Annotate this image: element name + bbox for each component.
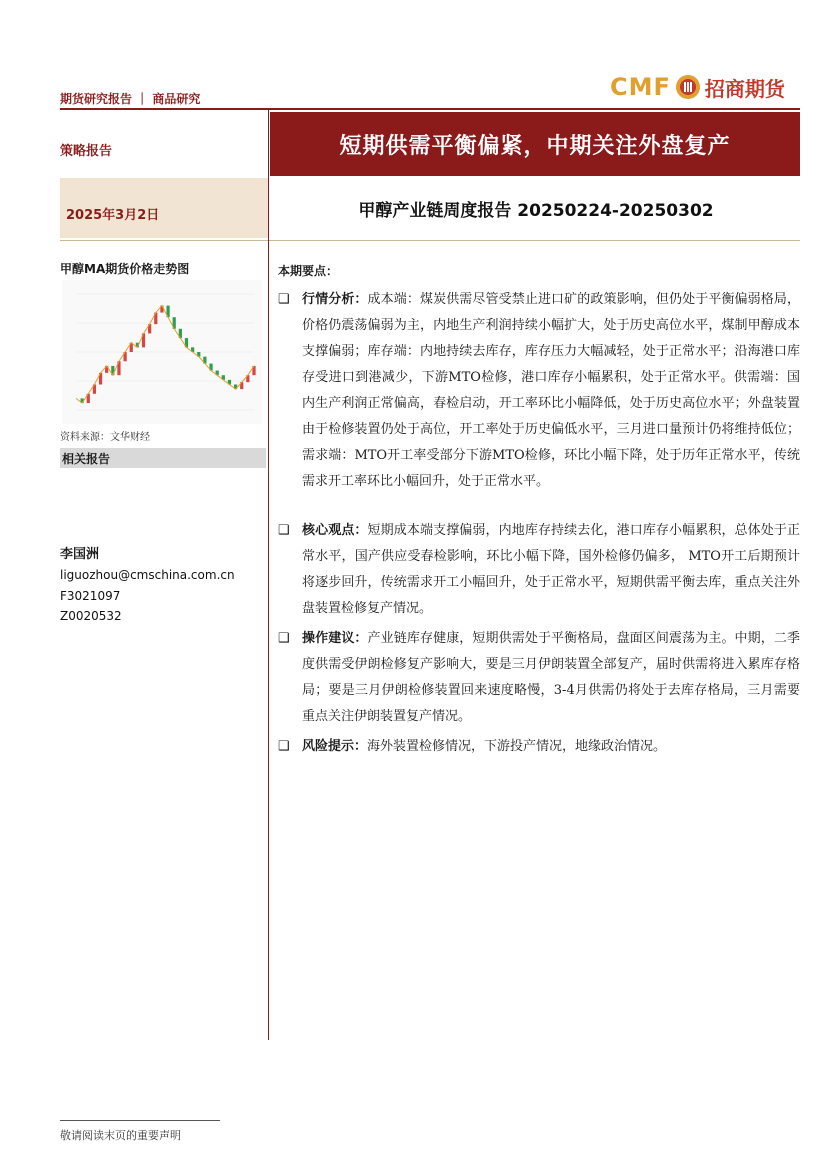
section-label: 行情分析：	[302, 292, 368, 307]
section-body	[302, 734, 800, 760]
section-text: 产业链库存健康，短期供需处于平衡格局，盘面区间震荡为主。中期，二季度供需受伊朗检修复产影响大，要是三月伊朗装置全部复产，届时供需将进入累库存格局；要是三月伊朗检修装置回来速度略慢，3-4月供需仍将处于去库存格局，三月需要重点关注伊朗装置复产情况。	[302, 631, 800, 724]
author-email: liguozhou@cmschina.com.cn	[60, 568, 235, 582]
price-chart	[62, 280, 262, 424]
checkbox-bullet-icon: ❑	[278, 523, 290, 538]
section-label: 风险提示：	[302, 739, 368, 754]
report-title: 短期供需平衡偏紧，中期关注外盘复产	[270, 112, 800, 176]
header-rule	[60, 108, 800, 110]
section-text: 海外装置检修情况，下游投产情况，地缘政治情况。	[367, 739, 667, 754]
report-subtitle: 甲醇产业链周度报告 20250224-20250302	[358, 200, 714, 221]
subtitle-rule	[60, 240, 800, 241]
section-body	[302, 518, 800, 622]
footer-rule	[60, 1120, 220, 1121]
chart-title: 甲醇MA期货价格走势图	[60, 262, 190, 276]
company-logo	[610, 70, 785, 104]
section-label: 操作建议：	[302, 631, 368, 646]
logo-latin: CMF	[610, 73, 671, 101]
author-name: 李国洲	[60, 547, 100, 562]
section-market-analysis	[278, 287, 800, 495]
footer-disclaimer: 敬请阅读末页的重要声明	[60, 1129, 181, 1142]
license-number-1: F3021097	[60, 589, 121, 603]
report-category: 期货研究报告 ｜ 商品研究	[60, 92, 201, 106]
section-body	[302, 287, 800, 495]
report-date: 2025年3月2日	[66, 208, 160, 223]
checkbox-bullet-icon: ❑	[278, 739, 290, 754]
section-text: 成本端：煤炭供需尽管受禁止进口矿的政策影响，但仍处于平衡偏弱格局，价格仍震荡偏弱为主，内地生产利润持续小幅扩大，处于历史高位水平，煤制甲醇成本支撑偏弱；库存端：内地持续去库存，库存压力大幅减轻，处于正常水平；沿海港口库存受进口到港减少，下游MTO检修，港口库存小幅累积，处于正常水平。供需端：国内生产利润正常偏高，春检启动，开工率环比小幅降低，处于历史高位水平；外盘装置由于检修装置仍处于高位，开工率处于历史偏低水平，三月进口量预计仍将维持低位；需求端：MTO开工率受部分下游MTO检修，环比小幅下降，处于历年正常水平，传统需求开工率环比小幅回升，处于正常水平。	[302, 292, 800, 489]
section-risk	[278, 734, 800, 760]
logo-emblem-icon	[675, 74, 701, 100]
related-reports-heading: 相关报告	[60, 448, 266, 468]
checkbox-bullet-icon: ❑	[278, 631, 290, 646]
section-core-view	[278, 518, 800, 622]
key-points-heading: 本期要点：	[278, 264, 339, 278]
section-label: 核心观点：	[302, 523, 368, 538]
section-body	[302, 626, 800, 730]
price-chart-svg	[62, 280, 262, 424]
logo-name: 招商期货	[704, 76, 785, 101]
price-line	[76, 306, 254, 403]
column-divider	[268, 110, 269, 1040]
section-text: 短期成本端支撑偏弱，内地库存持续去化，港口库存小幅累积，总体处于正常水平，国产供应受春检影响，环比小幅下降，国外检修仍偏多， MTO开工后期预计将逐步回升，传统需求开工小幅回升，处于正常水平，短期供需平衡去库，重点关注外盘装置检修复产情况。	[302, 523, 800, 616]
license-number-2: Z0020532	[60, 609, 122, 623]
report-type: 策略报告	[60, 144, 113, 159]
section-operation-advice	[278, 626, 800, 730]
chart-source: 资料来源：文华财经	[60, 432, 150, 443]
checkbox-bullet-icon: ❑	[278, 292, 290, 307]
